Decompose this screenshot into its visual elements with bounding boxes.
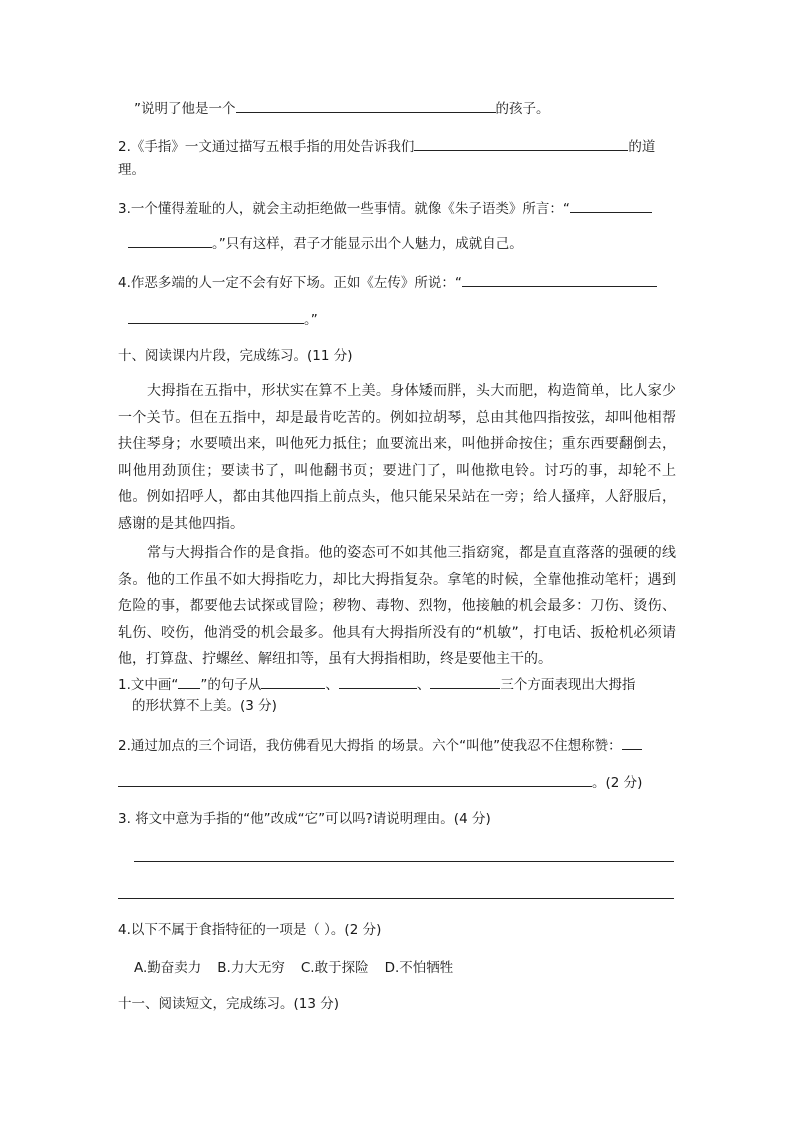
answer-blank[interactable] (128, 233, 212, 248)
text: 4.作恶多端的人一定不会有好下场。正如《左传》所说：“ (118, 275, 462, 291)
s10-question-4-options (134, 958, 469, 978)
reading-paragraph-2: 常与大拇指合作的是食指。他的姿态可不如其他三指窈窕，都是直直落落的强硬的线条。他的工作虽不如大拇指吃力，却比大拇指复杂。拿笔的时候，全靠他推动笔杆；遇到危险的事，都要他去试探或冒险；秽物、毒物、烈物，他接触的机会最多：刀伤、烫伤、轧伤、咬伤，他消受的机会最多。他具有大拇指所没有的“机敏”，打电话、扳枪机必须请他，打算盘、拧螺丝、解纽扣等，虽有大拇指相助，终是要他主干的。 (118, 545, 676, 667)
text: ”说明了他是一个 (134, 101, 236, 117)
s10-question-2-line2 (118, 772, 642, 793)
answer-blank[interactable] (236, 98, 496, 113)
answer-blank[interactable] (178, 674, 200, 689)
text: 2.通过加点的三个词语，我仿佛看见大拇指 的场景。六个“叫他”使我忍不住想称赞： (118, 738, 622, 754)
question-2-line2: 理。 (118, 162, 145, 178)
question-2-line1 (118, 136, 655, 157)
text: 的道 (628, 139, 656, 155)
answer-blank[interactable] (261, 674, 325, 689)
option-d[interactable]: D.不怕牺牲 (384, 960, 454, 976)
answer-blank[interactable] (339, 674, 417, 689)
question-3-line1 (118, 198, 652, 219)
reading-paragraph-1: 大拇指在五指中，形状实在算不上美。身体矮而胖，头大而肥，构造简单，比人家少一个关节。但在五指中，却是最肯吃苦的。例如拉胡琴，总由其他四指按弦，却叫他相帮扶住琴身；水要喷出来，叫他死力抵住；血要流出来，叫他拼命按住；重东西要翻倒去，叫他用劲顶住；要读书了，叫他翻书页；要进门了，叫他揿电铃。讨巧的事，却轮不上他。例如招呼人，都由其他四指上前点头，他只能呆呆站在一旁；给人搔痒，人舒服后，感谢的是其他四指。 (118, 383, 676, 532)
answer-blank[interactable] (414, 136, 628, 151)
text: 、 (416, 677, 431, 693)
question-4-line2 (128, 309, 318, 330)
option-b[interactable]: B.力大无穷 (217, 960, 285, 976)
answer-line[interactable] (134, 861, 674, 862)
s10-question-1-line1 (118, 674, 635, 695)
text: 1.文中画“ (118, 677, 179, 693)
text: 。” (304, 312, 318, 328)
text: 2.《手指》一文通过描写五根手指的用处告诉我们 (118, 139, 415, 155)
prev-question-tail (134, 98, 550, 119)
text: 。(2 分) (592, 775, 643, 791)
answer-blank[interactable] (430, 674, 500, 689)
text: 。”只有这样，君子才能显示出个人魅力，成就自己。 (212, 236, 523, 252)
text: 的孩子。 (495, 101, 550, 117)
s10-question-4: 4.以下不属于食指特征的一项是（ ）。(2 分) (118, 922, 382, 938)
option-c[interactable]: C.敢于探险 (300, 960, 369, 976)
s10-question-2-line1 (118, 735, 642, 756)
question-4-line1 (118, 272, 657, 293)
s10-question-1-line2: 的形状算不上美。(3 分) (132, 698, 277, 714)
text: 3.一个懂得羞耻的人，就会主动拒绝做一些事情。就像《朱子语类》所言：“ (118, 201, 570, 217)
question-3-line2 (128, 233, 523, 254)
text: 、 (325, 677, 339, 693)
answer-blank[interactable] (622, 735, 642, 750)
section-10-title: 十、阅读课内片段，完成练习。(11 分) (118, 348, 353, 364)
answer-blank[interactable] (570, 198, 652, 213)
s10-question-3: 3. 将文中意为手指的“他”改成“它”可以吗?请说明理由。(4 分) (118, 811, 491, 827)
option-a[interactable]: A.勤奋卖力 (134, 960, 202, 976)
answer-blank[interactable] (462, 272, 657, 287)
answer-blank[interactable] (128, 309, 304, 324)
answer-line[interactable] (118, 898, 674, 899)
text: ”的句子从 (200, 677, 262, 693)
section-11-title: 十一、阅读短文，完成练习。(13 分) (118, 996, 340, 1012)
answer-blank[interactable] (118, 772, 592, 787)
text: 三个方面表现出大拇指 (500, 677, 636, 693)
